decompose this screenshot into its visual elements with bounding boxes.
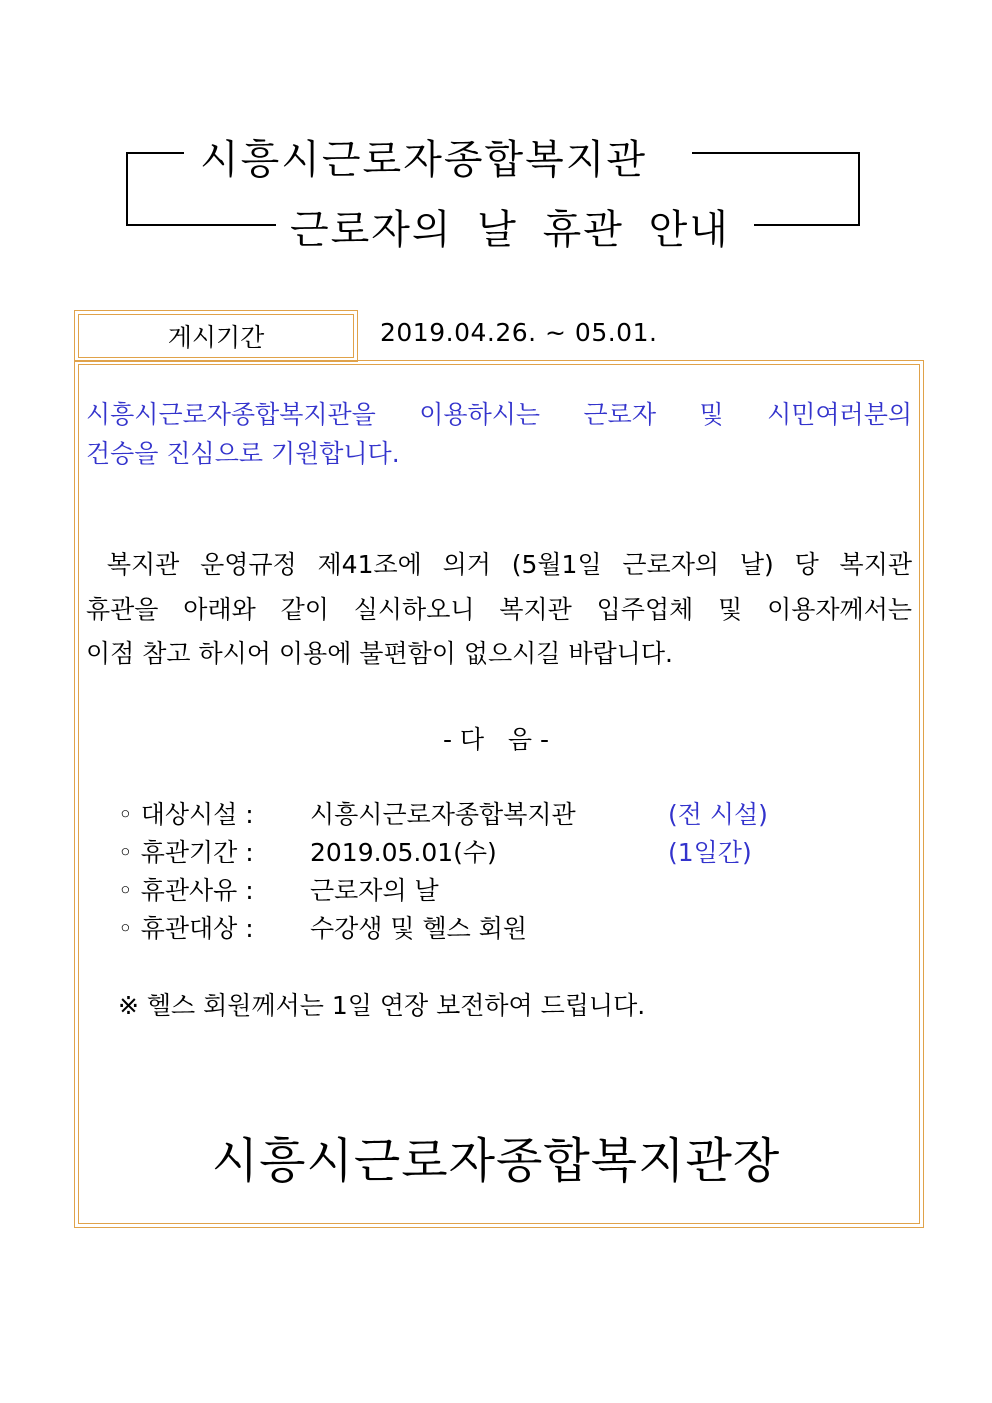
item-label-period: ◦ 휴관기간 : xyxy=(118,838,254,867)
title-bracket-left-vertical xyxy=(126,152,128,226)
item-value-target: 수강생 및 헬스 회원 xyxy=(310,914,528,943)
body-line-2: 휴관을 아래와 같이 실시하오니 복지관 입주업체 및 이용자께서는 xyxy=(86,595,912,624)
posting-period-value: 2019.04.26. ~ 05.01. xyxy=(380,318,658,347)
body-line-3: 이점 참고 하시어 이용에 불편함이 없으시길 바랍니다. xyxy=(86,639,673,668)
greeting-line-1: 시흥시근로자종합복지관을 이용하시는 근로자 및 시민여러분의 xyxy=(86,400,912,429)
page-title: 시흥시근로자종합복지관 xyxy=(200,137,648,183)
item-label-reason: ◦ 휴관사유 : xyxy=(118,876,254,905)
title-bracket-right-vertical xyxy=(858,152,860,226)
item-label-target: ◦ 휴관대상 : xyxy=(118,914,254,943)
section-heading: - 다 음 - xyxy=(442,725,550,754)
title-bracket-top-left xyxy=(126,152,184,154)
title-bracket-bottom-left xyxy=(126,224,276,226)
item-value-facility: 시흥시근로자종합복지관 xyxy=(310,800,576,829)
item-value-period: 2019.05.01(수) xyxy=(310,838,497,867)
notice-box xyxy=(74,360,924,1228)
posting-period-label: 게시기간 xyxy=(78,314,354,358)
note: ※ 헬스 회원께서는 1일 연장 보전하여 드립니다. xyxy=(118,991,646,1020)
signature: 시흥시근로자종합복지관장 xyxy=(211,1133,781,1189)
page-subtitle: 근로자의 날 휴관 안내 xyxy=(290,207,730,253)
item-label-facility: ◦ 대상시설 : xyxy=(118,800,254,829)
greeting-line-2: 건승을 진심으로 기원합니다. xyxy=(86,439,400,468)
item-value-reason: 근로자의 날 xyxy=(310,876,439,905)
notice-box-inner-border xyxy=(78,364,920,1224)
body-line-1: 복지관 운영규정 제41조에 의거 (5월1일 근로자의 날) 당 복지관 xyxy=(86,550,912,579)
title-bracket-top-right xyxy=(692,152,860,154)
item-extra-facility: (전 시설) xyxy=(668,800,768,829)
title-bracket-bottom-right xyxy=(754,224,860,226)
posting-period-label-box xyxy=(74,310,358,362)
item-extra-period: (1일간) xyxy=(668,838,752,867)
